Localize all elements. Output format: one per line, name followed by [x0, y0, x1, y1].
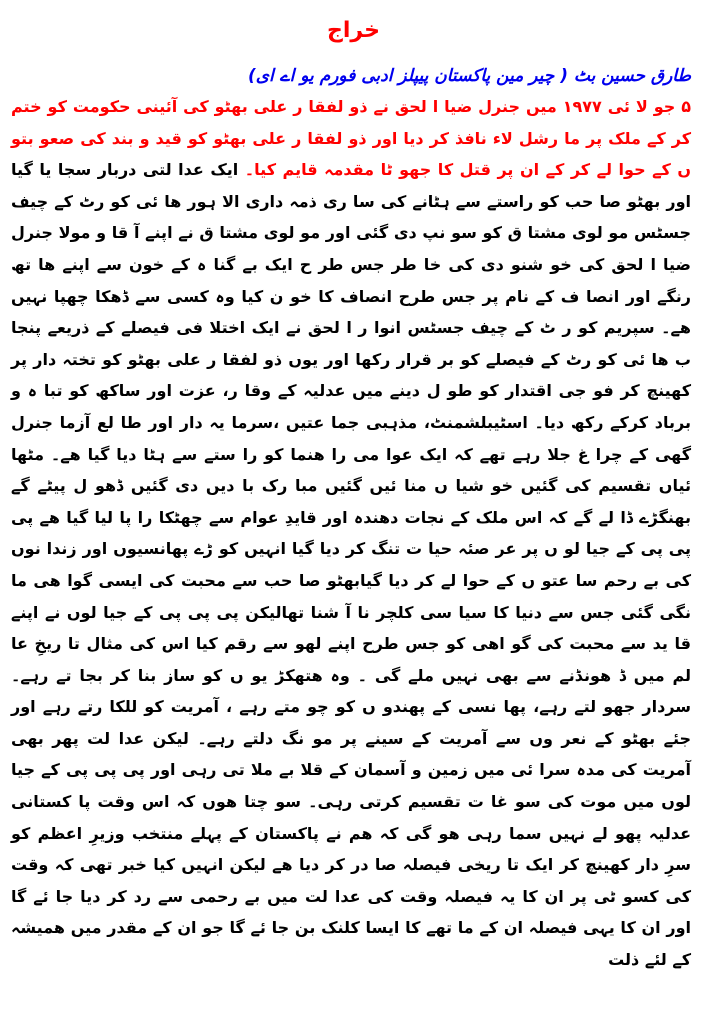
article-title: خراج — [327, 18, 380, 43]
intro-red-text: ۵ جو لا ئی ۱۹۷۷ میں جنرل ضیا ا لحق نے ذو لفقا ر علی بھٹو کی آئینی حکومت کو ختم کر کے ملک پر ما رشل لاء نافذ کر دیا اور ذو لفقا ر علی بھٹو کو قید و بند کی صعو بتو ں کے حوا لے کر کے ان پر قتل کا جھو ٹا مقدمہ قایم کیا۔ — [11, 97, 692, 180]
article-body — [11, 91, 691, 976]
paragraph-1: ایک عدا لتی دربار سجا یا گیا اور بھٹو صا حب کو راستے سے ہٹانے کی سا ری ذمہ داری الا ہور ھا ئی کو رٹ کے چیف جسٹس مو لوی مشتا ق کو سو نپ دی گئی اور مو لوی مشتا ق نے اپنے آ قا و مولا جنرل ضیا ا لحق کی خو شنو دی کی خا طر جس طر ح ایک بے گنا ہ کے خون سے اپنے ھا تھ رنگے اور انصا ف کے نام پر جس طرح انصاف کا خو ن کیا وہ کسی سے ڈھکا چھپا نہیں ھے۔ — [11, 160, 691, 338]
article-byline: طارق حسین بٹ ( چیر مین پاکستان پیپلز ادبی فورم یو اے ای) — [247, 66, 691, 86]
paragraph-2: سپریم کو ر ٹ کے چیف جسٹس انوا ر ا لحق نے ایک اختلا فی فیصلے کے ذریعے پنجا ب ھا ئی کو رٹ کے فیصلے کو بر قرار رکھا اور یوں ذو لفقا ر علی بھٹو کو تختہ دار پر کھینچ کر فو جی اقتدار کو طو ل دینے میں عدلیہ کے وقا ر، عزت اور ساکھ کو تبا ہ و برباد کرکے رکھ دیا۔ اسٹیبلشمنٹ، مذہبی جما عتیں ،سرما یہ دار اور طا لع آزما جنرل گھی کے چرا غ جلا رہے تھے کہ ایک عوا می را ھنما کو را ستے سے ہٹا دیا گیا ھے۔ مٹھا ئیاں تقسیم کی گئیں خو شیا ں منا ئیں گئیں مبا رک با دیں دی گئیں ڈھو ل پیٹے گے بھنگڑے ڈا لے گے کہ اس ملک کے نجات دھندہ اور قایدِ عوام سے چھٹکا را پا لیا گیا ھے پی پی پی کے جیا لو ں پر عر صئہ حیا ت تنگ کر دیا گیا انہیں کو ڑے پھانسیوں اور زندا نوں کی بے رحم سا عتو ں کے حوا لے کر دیا گیابھٹو صا حب سے محبت کی ایسی گوا ھی ما نگی گئی جس سے دنیا کا سیا سی کلچر نا آ شنا تھالیکن پی پی پی کے جیا لوں نے اپنے قا ید سے محبت کی گو اھی کو جس طرح اپنے لھو سے رقم کیا اس کی مثال تا ریخِ عا لم میں ڈ ھونڈنے سے بھی نہیں ملے گی ۔ وہ ھتھکڑ یو ں کو ساز بنا کر بجا تے رہے۔ سردار جھو لتے رہے، پھا نسی کے پھندو ں کو چو متے رہے ، آمریت کو للکا رتے رہے اور جئے بھٹو کے نعر وں سے آمریت کے سینے پر مو نگ دلتے رہے۔ لیکن عدا لت پھر بھی آمریت کی مدہ سرا ئی میں زمین و آسمان کے قلا بے ملا تی رہی اور پی پی پی کے جیا لوں میں موت کی سو غا ت تقسیم کرتی رہی۔ سو چتا ھوں کہ اس وقت پا کستانی عدلیہ پھو لے نہیں سما رہی ھو گی کہ ھم نے پاکستان کے پہلے منتخب وزیرِ اعظم کو سرِ دار کھینچ کر ایک تا ریخی فیصلہ صا در کر دیا ھے لیکن انہیں کیا خبر تھی کہ وقت کی کسو ٹی پر ان کا یہ فیصلہ وقت کی عدا لت میں بے رحمی سے رد کر دیا جا ئے گا اور ان کا یہی فیصلہ ان کے ما تھے کا ایسا کلنک بن جا ئے گا جو ان کے مقدر میں ھمیشہ کے لئے ذلت — [11, 318, 691, 970]
